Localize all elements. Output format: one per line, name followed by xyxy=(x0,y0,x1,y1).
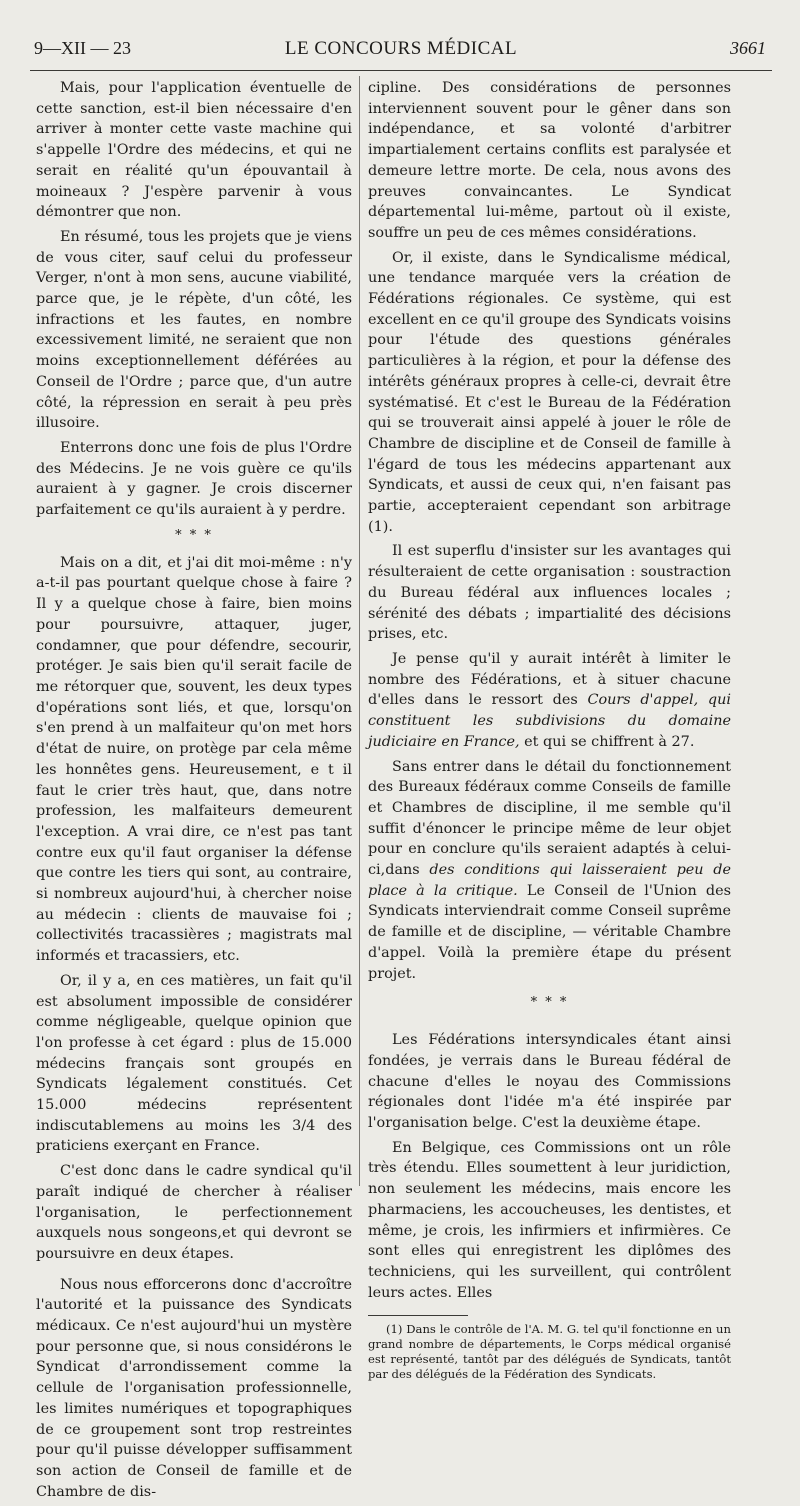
text-run: et qui se chiffrent à 27. xyxy=(519,733,695,750)
text-run: Je pense qu'il y aurait intérêt à limiter le nombre des Fédérations, et à situer chacune d'elles dans le ressort des xyxy=(368,650,731,709)
paragraph-cours-appel xyxy=(368,649,731,753)
page-number: 3661 xyxy=(730,38,766,58)
paragraph: Enterrons donc une fois de plus l'Ordre des Médecins. Je ne vois guère ce qu'ils auraient à y gagner. Je crois discerner parfaitement ce qu'ils auraient à y perdre. xyxy=(36,439,352,519)
paragraph: cipline. Des considérations de personnes interviennent souvent pour le gêner dans son indépendance, et sa volonté d'arbitrer impartialement certains conflits est paralysée et demeure lettre morte. De cela, nous avons des preuves convaincantes. Le Syndicat départemental lui-même, partout où il existe, souffre un peu de ces mêmes considérations. xyxy=(368,80,731,241)
header-rule xyxy=(30,70,772,71)
paragraph: C'est donc dans le cadre syndical qu'il paraît indiqué de chercher à réaliser l'organisation, le perfectionnement auxquels nous songeons,et qui devront se poursuivre en deux étapes. xyxy=(36,1163,352,1262)
paragraph: Les Fédérations intersyndicales étant ainsi fondées, je verrais dans le Bureau fédéral de chacune d'elles le noyau des Commissions régionales dont l'idée m'a été inspirée par l'organisation belge. C'est la deuxième étape. xyxy=(368,1032,731,1132)
column-divider xyxy=(359,76,360,1186)
paragraph: Or, il y a, en ces matières, un fait qu'il est absolument impossible de considérer comme négligeable, quelque opinion que l'on professe à cet égard : plus de 15.000 médecins français sont groupés en Syndicats légalement constitués. Cet 15.000 médecins représentent indiscutablemens au moins les 3/4 des praticiens exerçant en France. xyxy=(36,972,352,1155)
paragraph: Nous nous efforcerons donc d'accroître l'autorité et la puissance des Syndicats médicaux. Ce n'est aujourd'hui un mystère pour personne que, si nous considérons le Syndicat d'arrondissement comme la cellule de l'organisation professionnelle, les limites numériques et topographiques de ce groupement sont trop restreintes pour qu'il puisse développer suffisamment son action de Conseil de famille et de Chambre de dis- xyxy=(36,1276,352,1500)
journal-title: LE CONCOURS MÉDICAL xyxy=(284,38,518,59)
paragraph: Or, il existe, dans le Syndicalisme médical, une tendance marquée vers la création de Fédérations régionales. Ce système, qui est excellent en ce qu'il groupe des Syndicats voisins pour l'étude des questions générales particulières à la région, et pour la défense des intérêts généraux propres à celle-ci, devrait être systématisé. Et c'est le Bureau de la Fédération qui se trouverait ainsi appelé à jouer le rôle de Chambre de discipline et de Conseil de famille à l'égard de tous les médecins appartenant aux Syndicats, et aussi de ceux qui, n'en faisant pas partie, accepteraient cependant son arbitrage (1). xyxy=(368,249,731,535)
paragraph: Mais on a dit, et j'ai dit moi-même : n'y a-t-il pas pourtant quelque chose à faire ? Il y a quelque chose à faire, bien moins pour poursuivre, attaquer, juger, condamner, que pour défendre, secourir, protéger. Je sais bien qu'il serait facile de me rétorquer que, souvent, les deux types d'opérations sont liés, et que, lorsqu'on s'en prend à un malfaiteur qu'on met hors d'état de nuire, on protège par cela même les honnêtes gens. Heureusement, e t il faut le crier très haut, que, dans notre profession, les malfaiteurs demeurent l'exception. A vrai dire, ce n'est pas tant contre eux qu'il faut organiser la défense que contre les tiers qui sont, au contraire, si nombreux aujourd'hui, à chercher noise au médecin : clients de mauvaise foi ; collectivités tracassières ; magistrats mal informés et tracassiers, etc. xyxy=(36,554,352,965)
paragraph: Mais, pour l'application éventuelle de cette sanction, est-il bien nécessaire d'en arriver à monter cette vaste machine qui s'appelle l'Ordre des médecins, et qui ne serait en réalité qu'un épouvantail à moineaux ? J'espère parvenir à vous démontrer que non. xyxy=(36,80,352,221)
italic-run: des conditions qui laisseraient peu de place à la critique. xyxy=(368,862,731,899)
paragraph: En Belgique, ces Commissions ont un rôle très étendu. Elles soumettent à leur juridiction, non seulement les médecins, mais encore les pharmaciens, les accoucheuses, les dentistes, et même, je crois, les infirmiers et infirmières. Ce sont elles qui enregistrent les diplômes des techniciens, qui les surveillent, qui contrôlent leurs actes. Elles xyxy=(368,1139,731,1301)
italic-run: Cours d'appel, qui constituent les subdivisions du domaine judiciaire en France, xyxy=(368,692,731,750)
paragraph-sans-entrer xyxy=(368,757,731,985)
paragraph: En résumé, tous les projets que je viens de vous citer, sauf celui du professeur Verger, n'ont à mon sens, aucune viabilité, parce que, je le répète, d'un côté, les infractions et les fautes, en nombre excessivement limité, ne seraient que non moins exceptionnellement déférées au Conseil de l'Ordre ; parce que, d'un autre côté, la répression en serait à peu près illusoire. xyxy=(36,228,352,432)
text-run: Le Conseil de l'Union des Syndicats interviendrait comme Conseil suprême de famille et de discipline, — véritable Chambre d'appel. Voilà la première étape du présent projet. xyxy=(368,882,732,982)
page-header xyxy=(30,30,772,66)
right-column xyxy=(368,78,731,1382)
left-column xyxy=(36,78,352,1506)
footnote: (1) Dans le contrôle de l'A. M. G. tel qu'il fonctionne en un grand nombre de départements, le Corps médical organisé est représenté, tantôt par des délégués de Syndicats, tantôt par des délégués de la Fédération des Syndicats. xyxy=(368,1322,731,1382)
paragraph: Il est superflu d'insister sur les avantages qui résulteraient de cette organisation : soustraction du Bureau fédéral aux influences locales ; sérénité des débats ; impartialité des décisions prises, etc. xyxy=(368,543,731,643)
section-asterism: * * * xyxy=(175,527,213,543)
footnote-rule xyxy=(368,1315,468,1316)
text-run: Sans entrer dans le détail du fonctionnement des Bureaux fédéraux comme Conseils de famille et Chambres de discipline, il me semble qu'il suffit d'énoncer le principe même de leur objet pour en conclure qu'ils seraient adaptés à celui-ci,dans xyxy=(368,758,731,879)
issue-date: 9—XII — 23 xyxy=(34,38,131,58)
section-asterism: * * * xyxy=(530,995,569,1011)
